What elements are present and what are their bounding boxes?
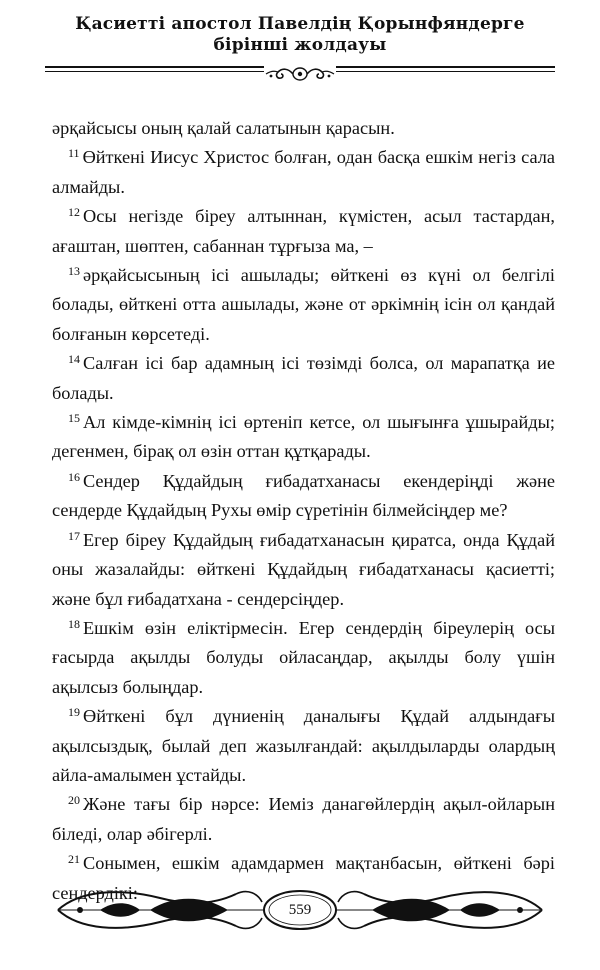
page-number: 559 bbox=[288, 902, 312, 918]
verse-text: Және тағы бір нәрсе: Иеміз данагөйлердің ақыл-ойларын біледі, олар әбігерлі. bbox=[52, 794, 555, 844]
scripture-text bbox=[52, 114, 555, 908]
verse-text: Сендер Құдайдың ғибадатханасы екендеріңді және сендерде Құдайдың Рухы өмір сүретінін білмейсіңдер ме? bbox=[52, 470, 555, 521]
verse-number: 20 bbox=[68, 793, 80, 808]
verse-text: Өйткені бұл дүниенің даналығы Құдай алдындағы ақылсыздық, былай деп жазылғандай: ақылдыларды олардың айла-амалымен ұстайды. bbox=[52, 706, 555, 785]
verse-text: Осы негізде біреу алтыннан, күмістен, асыл тастардан, ағаштан, шөптен, сабаннан тұрғыза ма, – bbox=[52, 206, 555, 256]
verse-text: Салған ісі бар адамның ісі төзімді болса, ол марапатқа ие болады. bbox=[52, 353, 555, 403]
running-header bbox=[0, 14, 600, 56]
verse-number: 17 bbox=[68, 528, 80, 543]
header-title-line-1: Қасиетті апостол Павелдің Қорынфяндерге bbox=[75, 14, 525, 34]
verse-15 bbox=[52, 408, 555, 467]
verse-text: Ешкім өзін еліктірмесін. Егер сендердің біреулерің осы ғасырда ақылды болуды ойласаңдар, ақылды болу үшін ақылсыз болыңдар. bbox=[52, 617, 555, 697]
verse-12 bbox=[52, 202, 555, 261]
verse-number: 13 bbox=[68, 264, 80, 279]
verse-text: Сонымен, ешкім адамдармен мақтанбасын, өйткені бәрі сендердікі: bbox=[52, 853, 555, 903]
verse-number: 19 bbox=[68, 705, 80, 720]
verse-number: 14 bbox=[68, 352, 80, 367]
verse-number: 15 bbox=[68, 411, 80, 426]
verse-13 bbox=[52, 261, 555, 349]
verse-11 bbox=[52, 143, 555, 202]
header-title-line-2: бірінші жолдауы bbox=[213, 35, 387, 55]
verse-text: Өйткені Иисус Христос болған, одан басқа ешкім негіз сала алмайды. bbox=[52, 147, 555, 197]
verse-17 bbox=[52, 526, 555, 614]
verse-16 bbox=[52, 467, 555, 526]
header-ornament-icon bbox=[264, 64, 336, 84]
verse-14 bbox=[52, 349, 555, 408]
verse-number: 11 bbox=[68, 146, 80, 161]
verse-text: әрқайсысының ісі ашылады; өйткені өз күні ол белгілі болады, өйткені отта ашылады, және от әркімнің ісін ол қандай болғанын көрсетеді. bbox=[52, 265, 555, 344]
verse-10-continuation bbox=[52, 114, 555, 143]
verse-number: 12 bbox=[68, 205, 80, 220]
verse-number: 21 bbox=[68, 852, 80, 867]
verse-text: Егер біреу Құдайдың ғибадатханасын қиратса, онда Құдай оны жазалайды: өйткені Құдайдың ғибадатханасы қасиетті; және бұл ғибадатхана - сендерсіңдер. bbox=[52, 529, 555, 609]
verse-20 bbox=[52, 790, 555, 849]
verse-number: 18 bbox=[68, 616, 80, 631]
verse-text: әрқайсысы оның қалай салатынын қарасын. bbox=[52, 118, 395, 138]
verse-18 bbox=[52, 614, 555, 702]
page-footer bbox=[0, 880, 600, 946]
verse-text: Ал кімде-кімнің ісі өртеніп кетсе, ол шығынға ұшырайды; дегенмен, бірақ ол өзін оттан құтқарады. bbox=[52, 412, 555, 462]
verse-19 bbox=[52, 702, 555, 790]
verse-number: 16 bbox=[68, 469, 80, 484]
